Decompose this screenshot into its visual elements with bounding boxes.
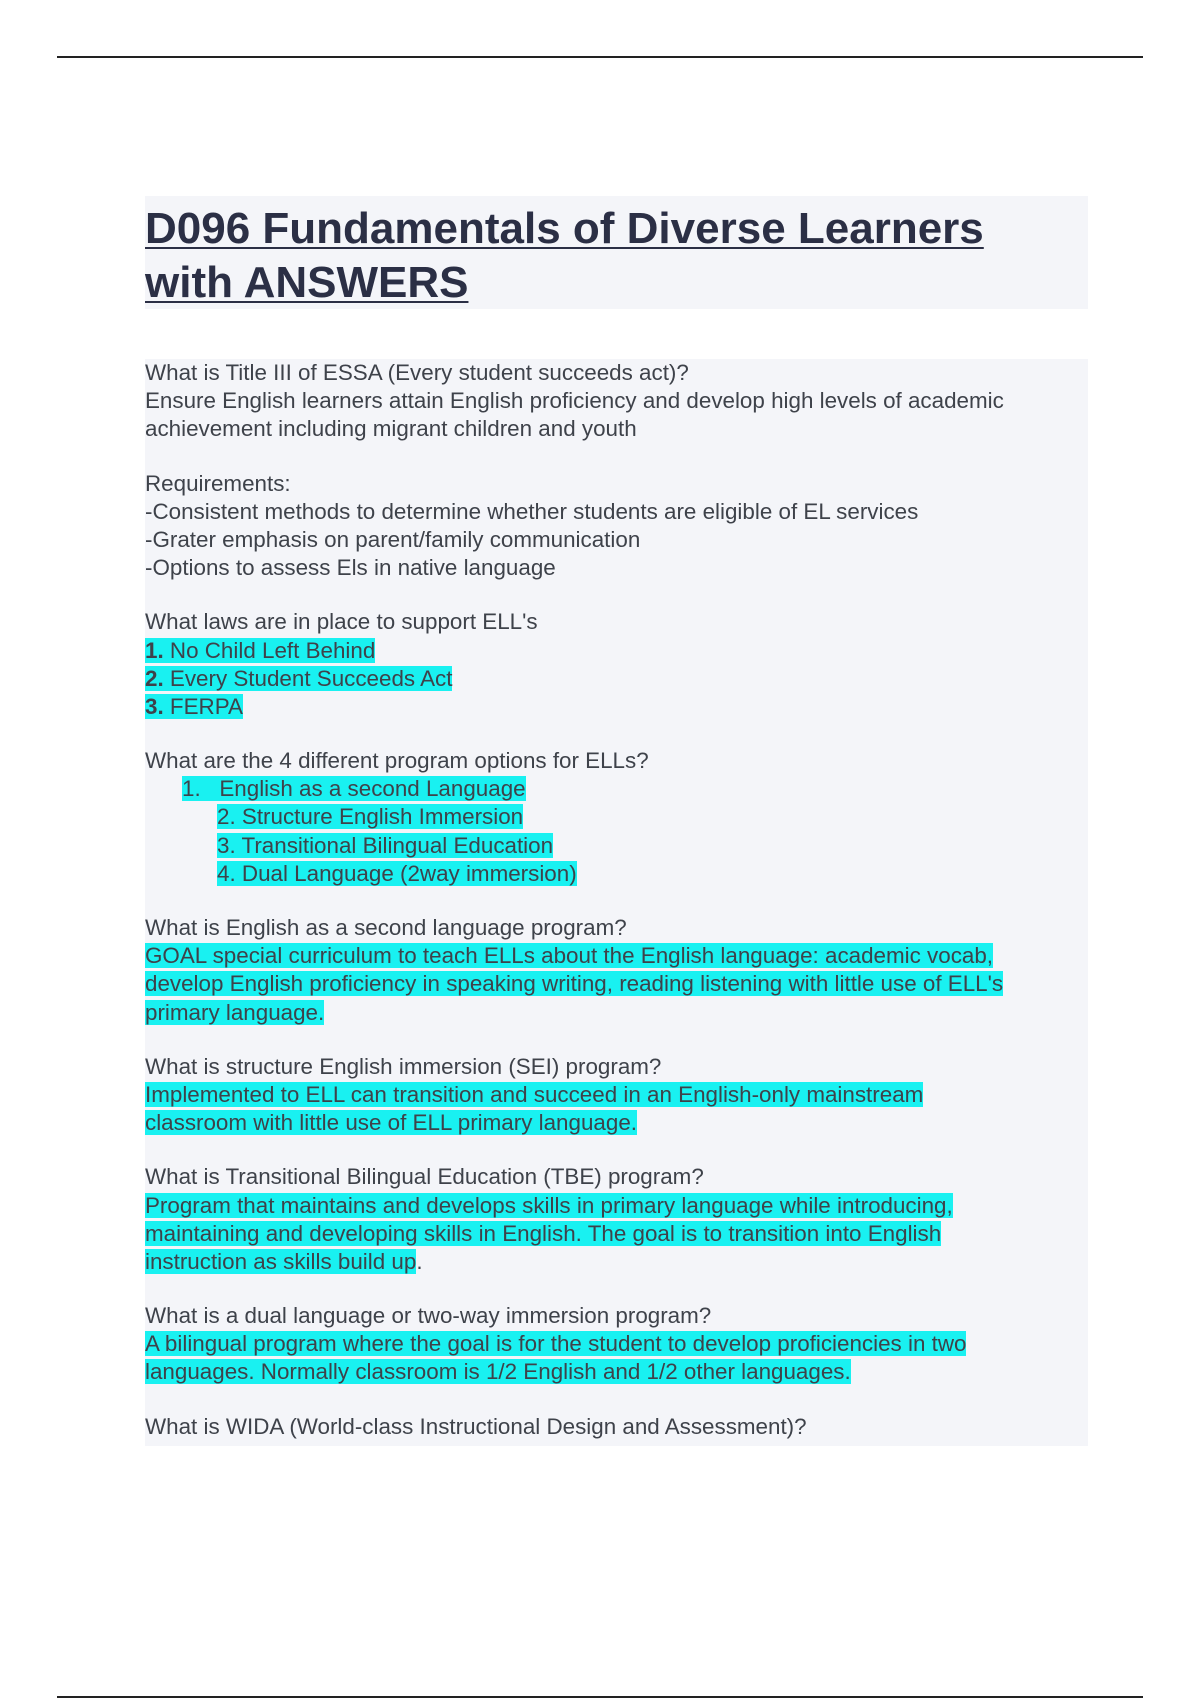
document-title [145,196,1088,310]
requirement-item: -Options to assess Els in native language [145,555,556,581]
question-programs: What are the 4 different program options for ELLs? [145,748,649,774]
law-number: 1. [145,637,164,663]
law-text: Every Student Succeeds Act [163,665,453,691]
law-item [145,637,1088,665]
answer-sei-line1: Implemented to ELL can transition and succeed in an English-only mainstream [145,1081,924,1107]
answer-esl-line1: GOAL special curriculum to teach ELLs about the English language: academic vocab, [145,943,994,969]
law-number: 2. [145,665,164,691]
answer-title3-line1: Ensure English learners attain English proficiency and develop high levels of academic [145,388,1004,414]
answer-dual-line2: languages. Normally classroom is 1/2 English and 1/2 other languages. [145,1359,851,1385]
program-item [145,775,1088,803]
law-item [145,665,1088,693]
top-rule [57,56,1143,58]
question-wida: What is WIDA (World-class Instructional Design and Assessment)? [145,1413,807,1439]
question-tbe: What is Transitional Bilingual Education (TBE) program? [145,1164,704,1190]
requirement-item: -Grater emphasis on parent/family communication [145,526,641,552]
title-line-1: D096 Fundamentals of Diverse Learners [145,204,984,253]
answer-tbe-period: . [416,1248,423,1274]
requirement-item: -Consistent methods to determine whether students are eligible of EL services [145,498,919,524]
answer-esl-line3: primary language. [145,999,325,1025]
question-esl: What is English as a second language program? [145,915,627,940]
question-sei: What is structure English immersion (SEI) program? [145,1053,662,1079]
law-number: 3. [145,693,164,719]
answer-sei-line2: classroom with little use of ELL primary language. [145,1110,637,1136]
question-laws: What laws are in place to support ELL's [145,609,538,635]
program-text: English as a second Language [219,776,526,802]
law-item [145,693,1088,721]
answer-tbe-line3: instruction as skills build up. [145,1248,423,1274]
answer-title3-line2: achievement including migrant children and youth [145,416,637,442]
answer-dual-line1: A bilingual program where the goal is for the student to develop proficiencies in two [145,1331,967,1357]
program-item: 3. Transitional Bilingual Education [217,832,554,858]
title-block [145,196,1088,309]
law-text: No Child Left Behind [163,637,376,663]
answer-tbe-line2: maintaining and developing skills in English. The goal is to transition into English [145,1220,942,1246]
law-text: FERPA [163,693,243,719]
answer-esl-line2: develop English proficiency in speaking writing, reading listening with little use of ELL's [145,971,1004,997]
question-title3: What is Title III of ESSA (Every student succeeds act)? [145,360,689,385]
program-number: 1. [182,776,201,802]
title-line-2: with ANSWERS [145,258,469,307]
program-item: 4. Dual Language (2way immersion) [217,860,577,886]
content-panel [145,359,1088,1446]
bottom-rule [57,1696,1143,1698]
program-item: 2. Structure English Immersion [217,804,524,830]
answer-tbe-line1: Program that maintains and develops skills in primary language while introducing, [145,1192,953,1218]
requirements-heading: Requirements: [145,470,291,496]
question-dual: What is a dual language or two-way immersion program? [145,1303,712,1329]
